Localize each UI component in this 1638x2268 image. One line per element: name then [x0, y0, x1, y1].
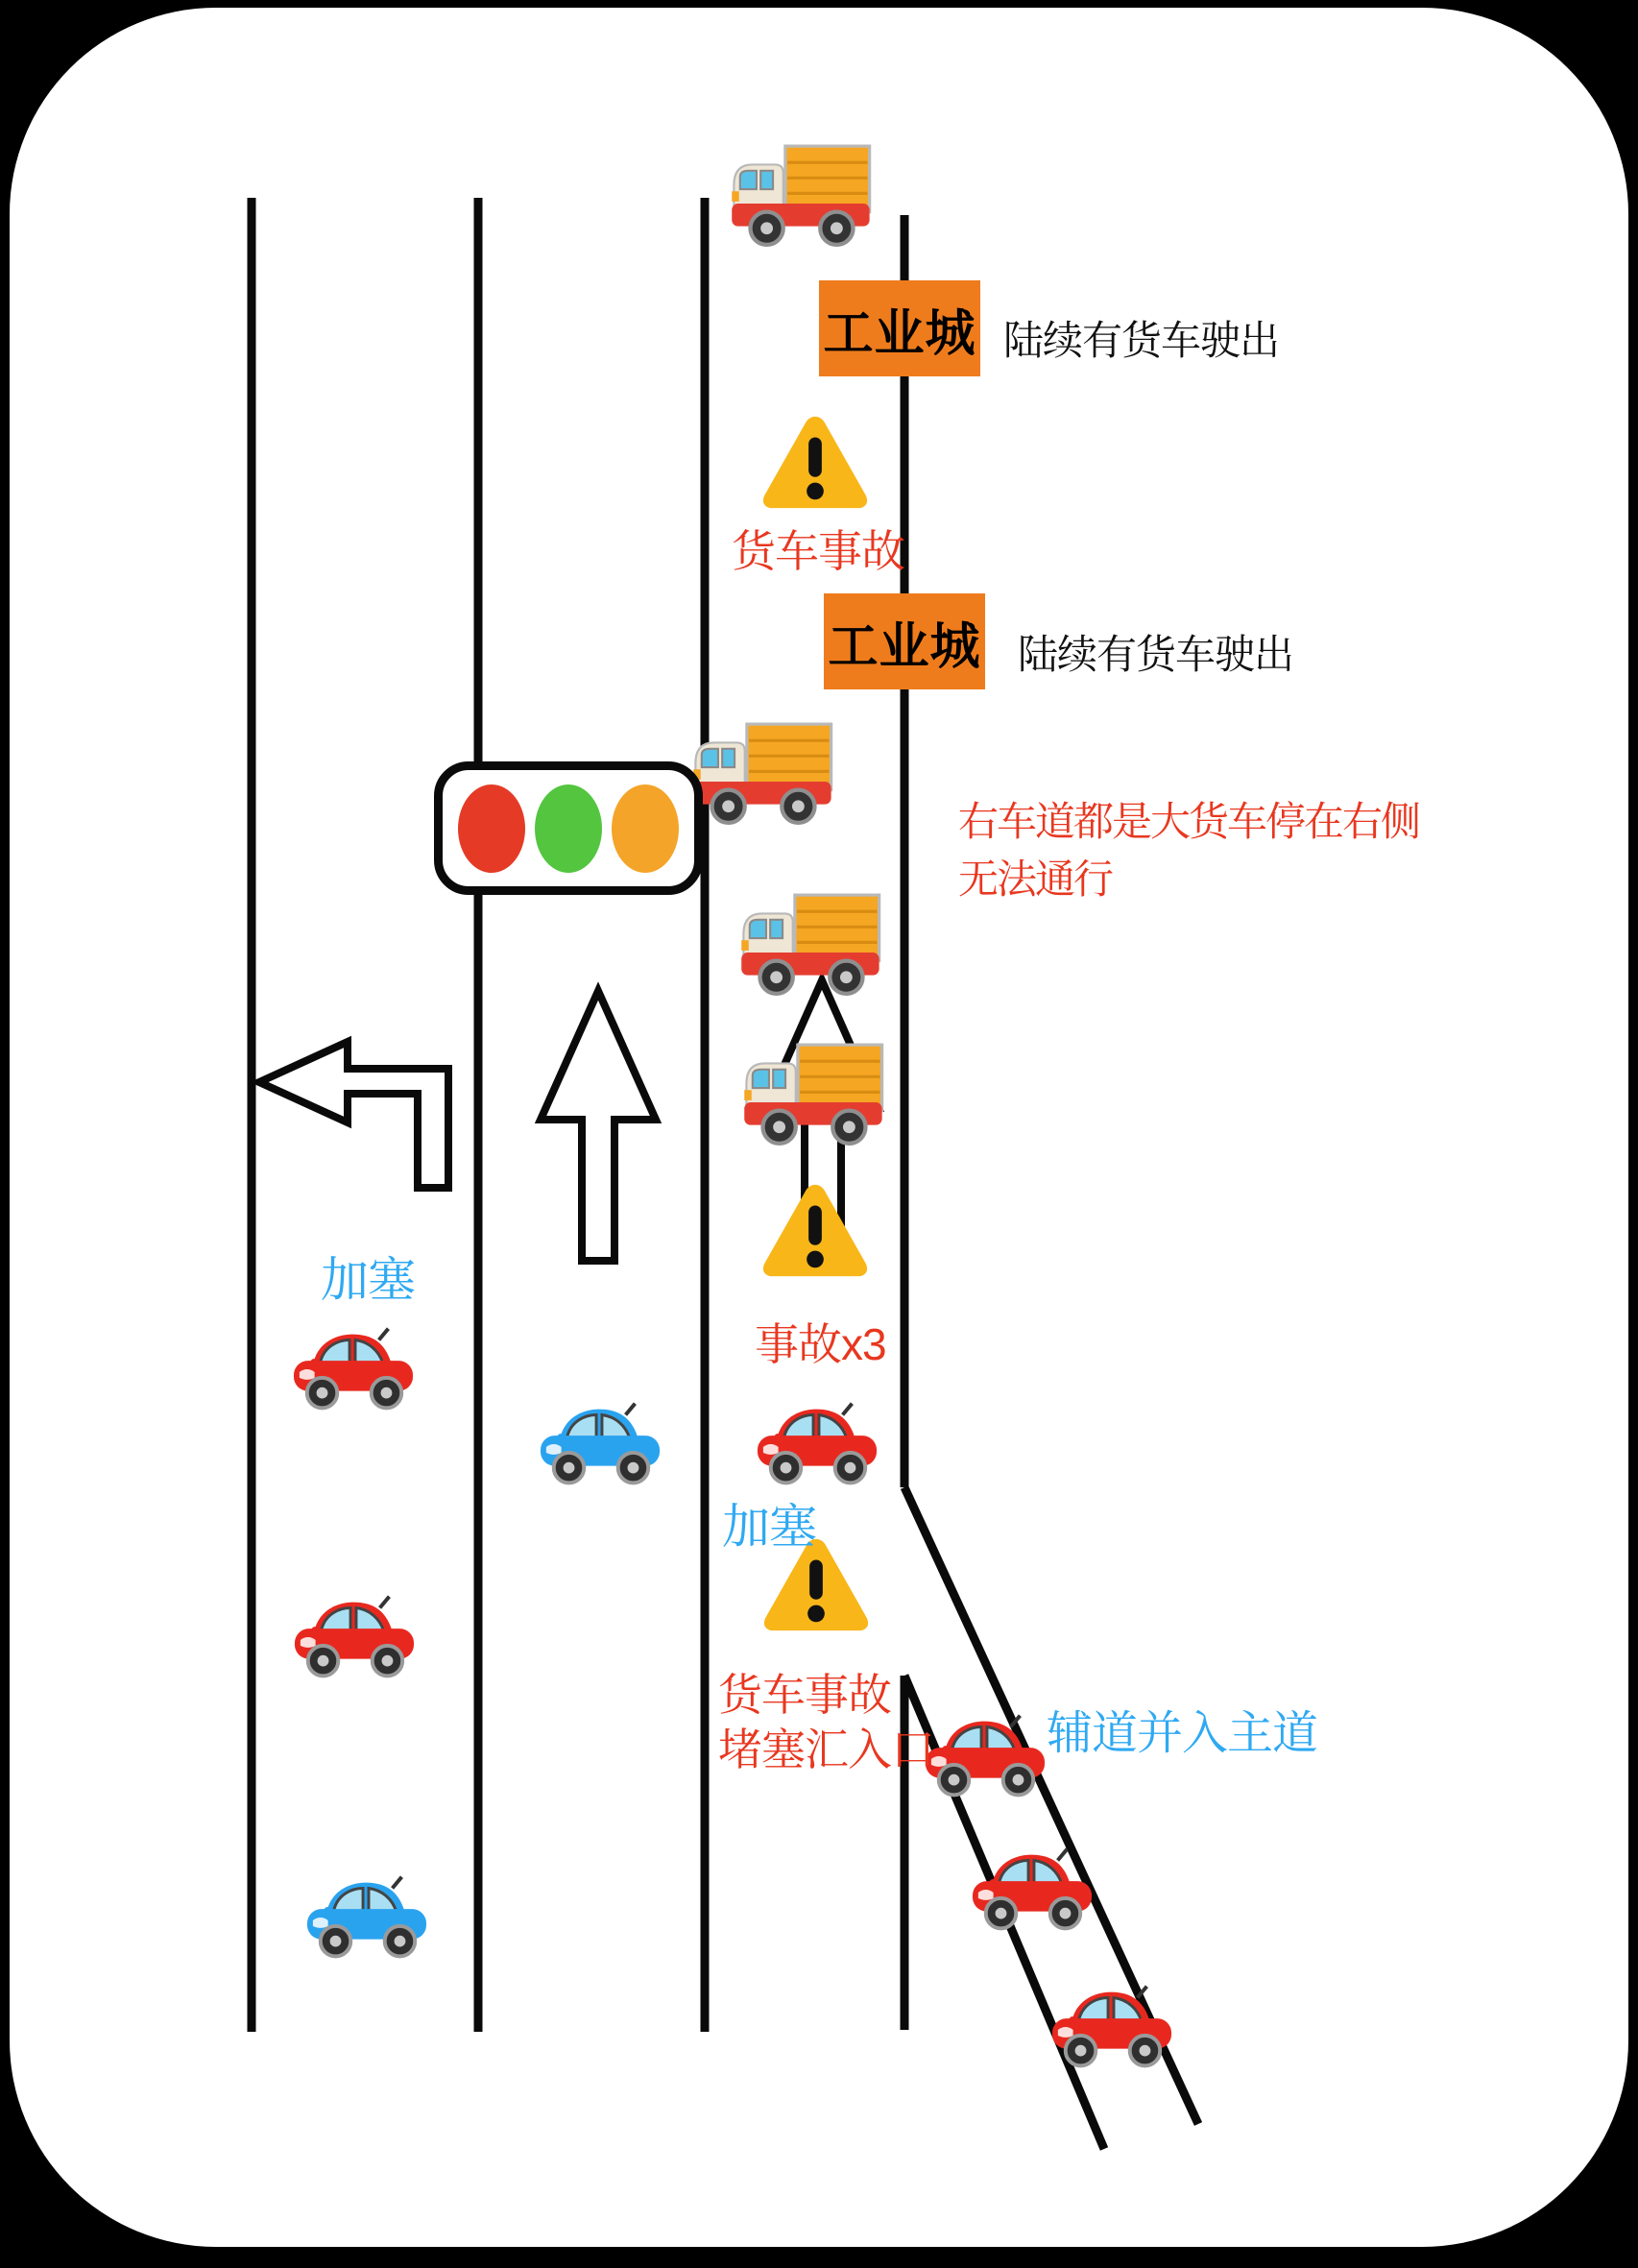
red-light-icon: [458, 784, 525, 873]
right-lane-blocked-line1: 右车道都是大货车停在右侧: [958, 799, 1420, 844]
truck-icon: [693, 724, 831, 823]
right-lane-blocked-line2: 无法通行: [958, 857, 1113, 902]
blue-cars: [307, 1404, 660, 1957]
blue-car-icon: [541, 1404, 660, 1484]
truck-icon: [741, 895, 879, 994]
sign-label: 工业城: [828, 618, 981, 675]
ramp-merge-label: 辅道并入主道: [1047, 1708, 1318, 1759]
sign-label: 工业城: [823, 305, 976, 362]
ramp-accident-line2: 堵塞汇入口: [718, 1725, 934, 1774]
cut-in-label-left: 加塞: [321, 1253, 415, 1307]
right-lane-blocked-note: [958, 793, 1419, 908]
accident-x3-label: 事故x3: [755, 1319, 886, 1369]
industrial-city-sign-top: [819, 280, 980, 376]
warning-icon: [763, 417, 867, 508]
red-car-icon: [295, 1597, 414, 1677]
turn-left-arrow: [259, 1042, 448, 1188]
traffic-light: [434, 761, 703, 895]
truck-icon: [732, 146, 869, 245]
ramp-accident-line1: 货车事故: [718, 1670, 891, 1720]
truck-accident-label-top: 货车事故: [732, 526, 904, 576]
amber-light-icon: [612, 784, 679, 873]
straight-arrow-middle: [541, 991, 656, 1261]
blue-car-icon: [307, 1877, 426, 1957]
green-light-icon: [535, 784, 602, 873]
industrial-city-sign-bottom: [824, 593, 985, 689]
cut-in-label-right: 加塞: [722, 1500, 816, 1554]
warning-icon: [763, 1185, 867, 1276]
trucks-exiting-note-top: 陆续有货车驶出: [1003, 318, 1280, 363]
red-car-icon: [926, 1716, 1045, 1796]
red-car-icon: [294, 1329, 413, 1409]
red-car-icon: [1052, 1987, 1171, 2066]
trucks-exiting-note-bottom: 陆续有货车驶出: [1018, 632, 1294, 677]
lane-lines: [252, 198, 1198, 2149]
red-car-icon: [758, 1404, 877, 1484]
